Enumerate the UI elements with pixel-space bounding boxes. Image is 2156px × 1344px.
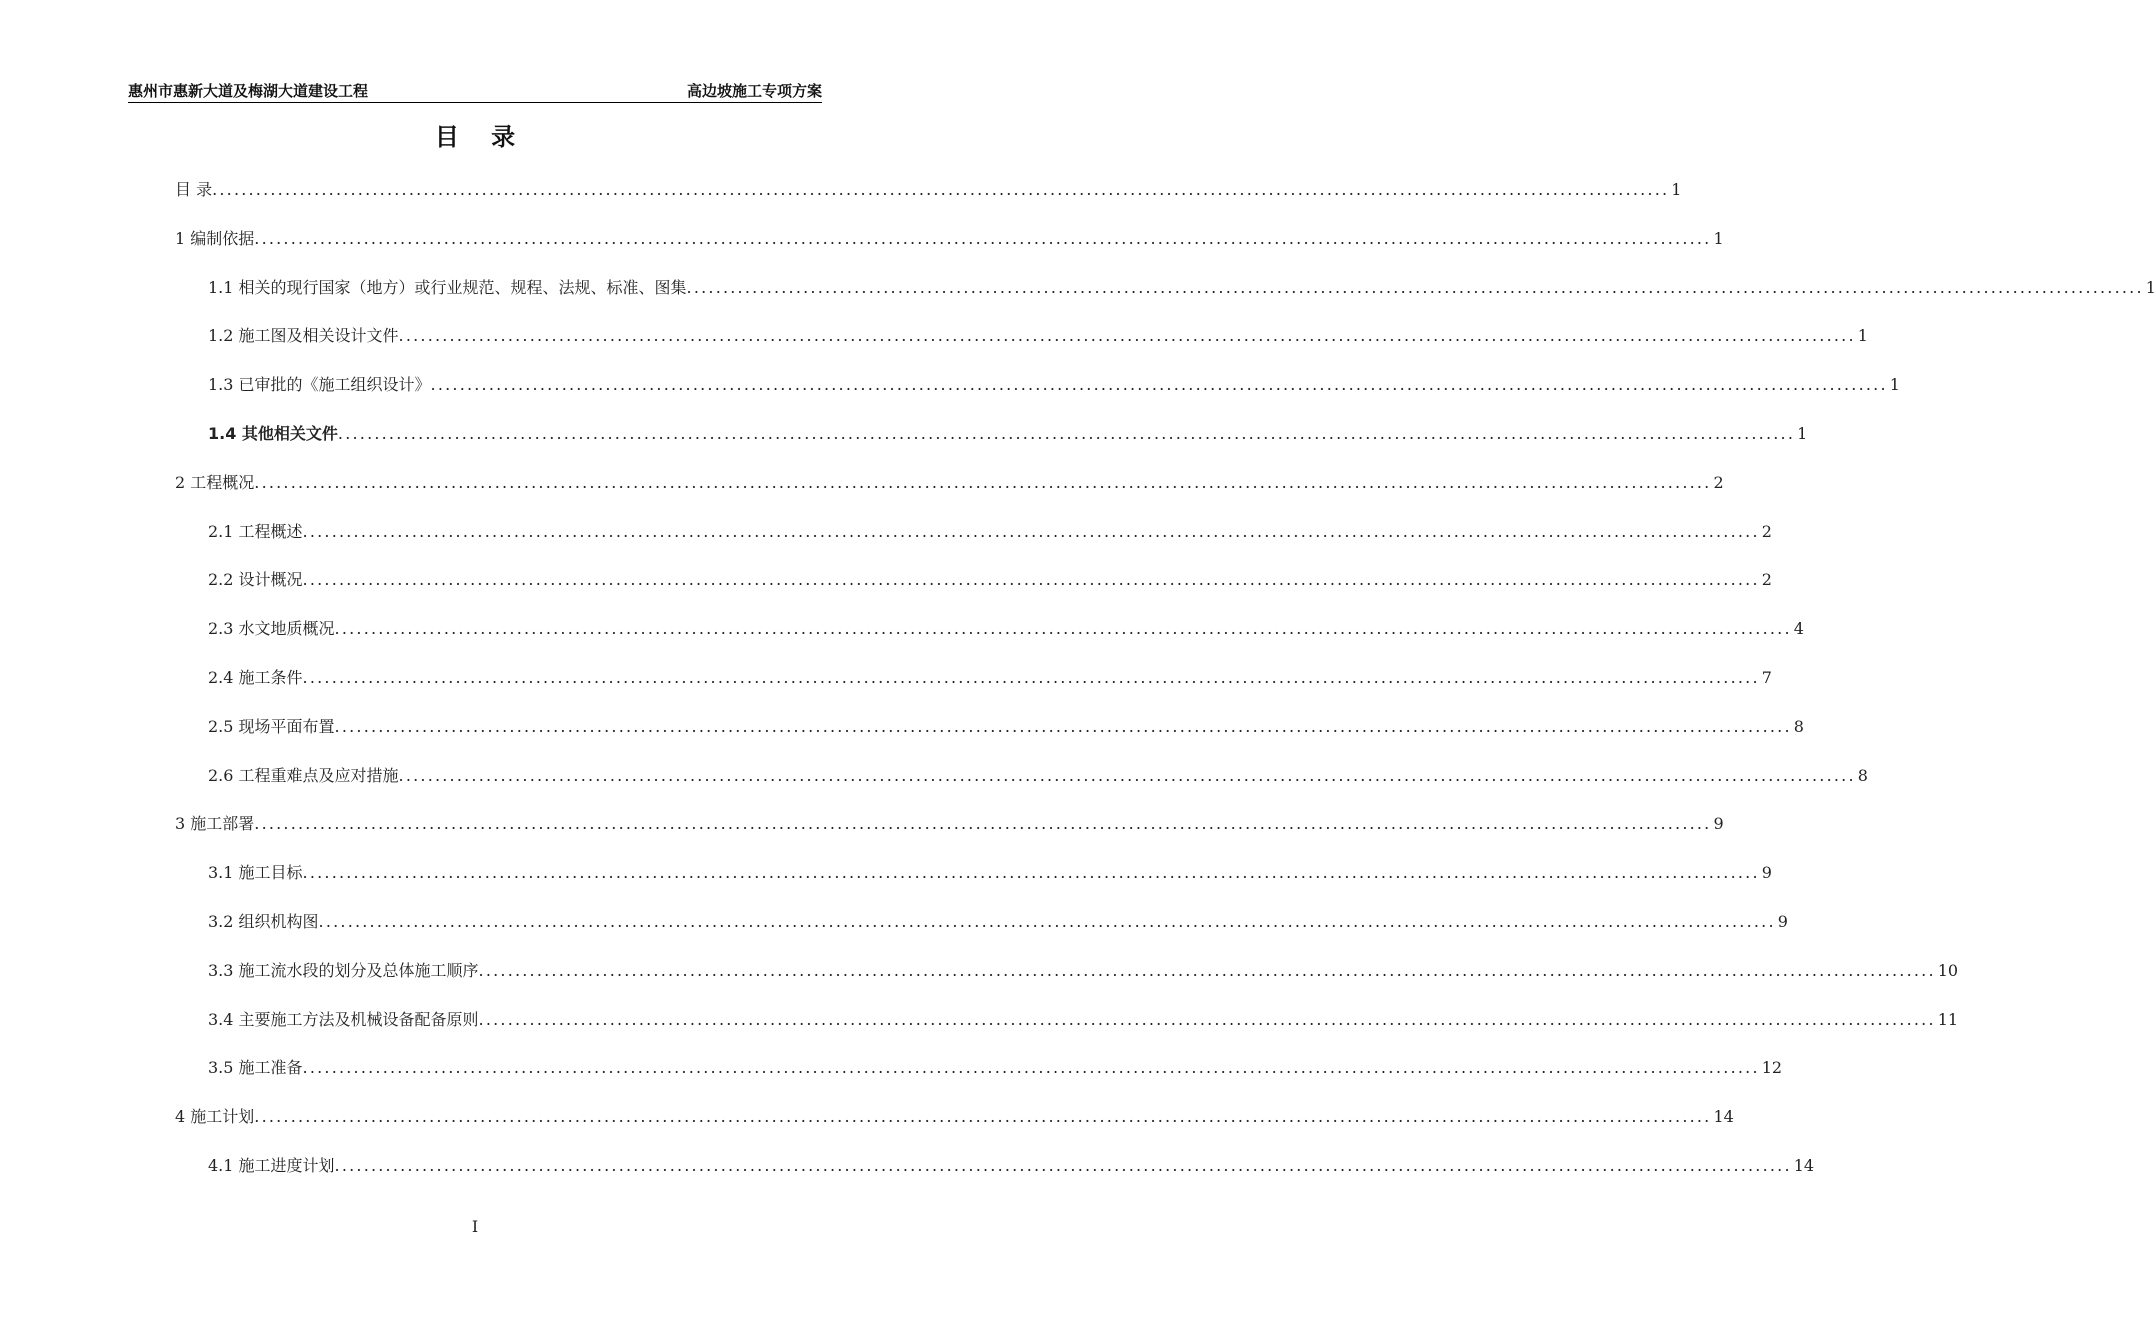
toc-entry[interactable] <box>175 227 1724 251</box>
toc-dot-leader: ........................................................................................................................................................................................................ <box>302 863 1760 883</box>
toc-entry-label: 2.1 工程概述 <box>208 521 303 541</box>
toc-entry-page: 8 <box>1857 765 1868 785</box>
toc-dot-leader: ........................................................................................................................................................................................................ <box>398 326 1856 346</box>
toc-entry-label: 3 施工部署 <box>175 814 255 834</box>
toc-entry-label: 2 工程概况 <box>175 472 255 492</box>
toc-dot-leader: ........................................................................................................................................................................................................ <box>334 716 1792 736</box>
toc-entry[interactable] <box>208 617 1804 641</box>
toc-dot-leader: ........................................................................................................................................................................................................ <box>334 1156 1792 1175</box>
toc-entry-label: 3.3 施工流水段的划分及总体施工顺序 <box>208 960 479 980</box>
toc-entry-page: 9 <box>1761 863 1772 883</box>
toc-entry[interactable] <box>175 1105 1734 1129</box>
toc-entry[interactable] <box>208 568 1772 592</box>
toc-entry-label: 2.3 水文地质概况 <box>208 619 335 639</box>
toc-entry-page: 10 <box>1937 960 1959 980</box>
toc-dot-leader: ........................................................................................................................................................................................................ <box>302 668 1760 687</box>
toc-entry-page: 2 <box>1761 570 1772 590</box>
toc-entry-page: 14 <box>1793 1156 1815 1175</box>
toc-dot-leader: ........................................................................................................................................................................................................ <box>478 960 1936 980</box>
header-project-name: 惠州市惠新大道及梅湖大道建设工程 <box>128 82 369 100</box>
toc-dot-leader: ........................................................................................................................................................................................................ <box>254 228 1712 248</box>
toc-entry-label: 3.1 施工目标 <box>208 863 303 883</box>
toc-entry-page: 1 <box>1797 424 1808 443</box>
toc-entry[interactable] <box>175 471 1724 495</box>
toc-entry-label: 4 施工计划 <box>175 1107 255 1127</box>
toc-dot-leader: ........................................................................................................................................................................................................ <box>318 912 1776 931</box>
toc-entry[interactable] <box>208 861 1772 885</box>
toc-entry[interactable] <box>175 178 1682 202</box>
toc-entry-label: 1 编制依据 <box>175 228 255 248</box>
toc-entry-label: 1.2 施工图及相关设计文件 <box>208 326 399 346</box>
page-title: 目 录 <box>434 123 528 151</box>
toc-entry-page: 1 <box>1671 180 1682 199</box>
toc-entry-label: 4.1 施工进度计划 <box>208 1156 335 1175</box>
toc-entry[interactable] <box>208 373 1900 397</box>
toc-dot-leader: ........................................................................................................................................................................................................ <box>478 1009 1936 1029</box>
toc-entry[interactable] <box>208 764 1868 788</box>
toc-entry-page: 7 <box>1761 668 1772 687</box>
toc-entry-page: 2 <box>1761 521 1772 541</box>
toc-entry-label: 2.4 施工条件 <box>208 668 303 687</box>
toc-dot-leader: ........................................................................................................................................................................................................ <box>254 1107 1712 1127</box>
toc-entry-label: 2.6 工程重难点及应对措施 <box>208 765 399 785</box>
toc-entry[interactable] <box>208 422 1808 446</box>
toc-entry[interactable] <box>208 910 1788 934</box>
toc-entry-page: 2 <box>1713 472 1724 492</box>
toc-dot-leader: ........................................................................................................................................................................................................ <box>686 277 2144 297</box>
toc-dot-leader: ........................................................................................................................................................................................................ <box>302 521 1760 541</box>
toc-entry-page: 9 <box>1777 912 1788 931</box>
toc-dot-leader: ........................................................................................................................................................................................................ <box>212 180 1670 199</box>
toc-entry-page: 1 <box>1713 228 1724 248</box>
toc-entry[interactable] <box>208 1008 1959 1032</box>
toc-entry-page: 1 <box>1889 375 1900 395</box>
toc-entry-label: 1.3 已审批的《施工组织设计》 <box>208 375 431 395</box>
toc-dot-leader: ........................................................................................................................................................................................................ <box>337 424 1796 443</box>
toc-dot-leader: ........................................................................................................................................................................................................ <box>334 619 1792 639</box>
toc-entry[interactable] <box>208 1056 1783 1080</box>
page-header <box>128 80 822 103</box>
toc-entry-page: 8 <box>1793 716 1804 736</box>
toc-dot-leader: ........................................................................................................................................................................................................ <box>302 570 1760 590</box>
toc-entry-label: 3.2 组织机构图 <box>208 912 319 931</box>
toc-dot-leader: ........................................................................................................................................................................................................ <box>254 472 1712 492</box>
toc-entry-label: 1.4 其他相关文件 <box>208 424 338 443</box>
toc-entry-label: 目 录 <box>175 180 213 199</box>
toc-entry[interactable] <box>208 520 1772 544</box>
toc-entry-page: 4 <box>1793 619 1804 639</box>
toc-entry-label: 2.2 设计概况 <box>208 570 303 590</box>
toc-entry-page: 12 <box>1761 1058 1783 1078</box>
toc-entry-label: 3.4 主要施工方法及机械设备配备原则 <box>208 1009 479 1029</box>
toc-entry-label: 1.1 相关的现行国家（地方）或行业规范、规程、法规、标准、图集 <box>208 277 687 297</box>
toc-entry-label: 2.5 现场平面布置 <box>208 716 335 736</box>
toc-dot-leader: ........................................................................................................................................................................................................ <box>430 375 1888 395</box>
toc-dot-leader: ........................................................................................................................................................................................................ <box>398 765 1856 785</box>
toc-entry-label: 3.5 施工准备 <box>208 1058 303 1078</box>
toc-dot-leader: ........................................................................................................................................................................................................ <box>302 1058 1760 1078</box>
toc-entry[interactable] <box>208 959 1959 983</box>
toc-entry[interactable] <box>175 812 1724 836</box>
toc-entry[interactable] <box>208 666 1772 690</box>
toc-dot-leader: ........................................................................................................................................................................................................ <box>254 814 1712 834</box>
toc-entry-page: 1 <box>2145 277 2156 297</box>
page-number: I <box>471 1217 479 1236</box>
toc-entry-page: 11 <box>1937 1009 1959 1029</box>
toc-entry[interactable] <box>208 1154 1815 1178</box>
toc-entry-page: 1 <box>1857 326 1868 346</box>
toc-entry[interactable] <box>208 715 1804 739</box>
toc-entry[interactable] <box>208 276 2156 300</box>
toc-entry-page: 14 <box>1713 1107 1734 1127</box>
toc-entry[interactable] <box>208 324 1868 348</box>
header-document-name: 高边坡施工专项方案 <box>686 82 822 100</box>
toc-entry-page: 9 <box>1713 814 1724 834</box>
